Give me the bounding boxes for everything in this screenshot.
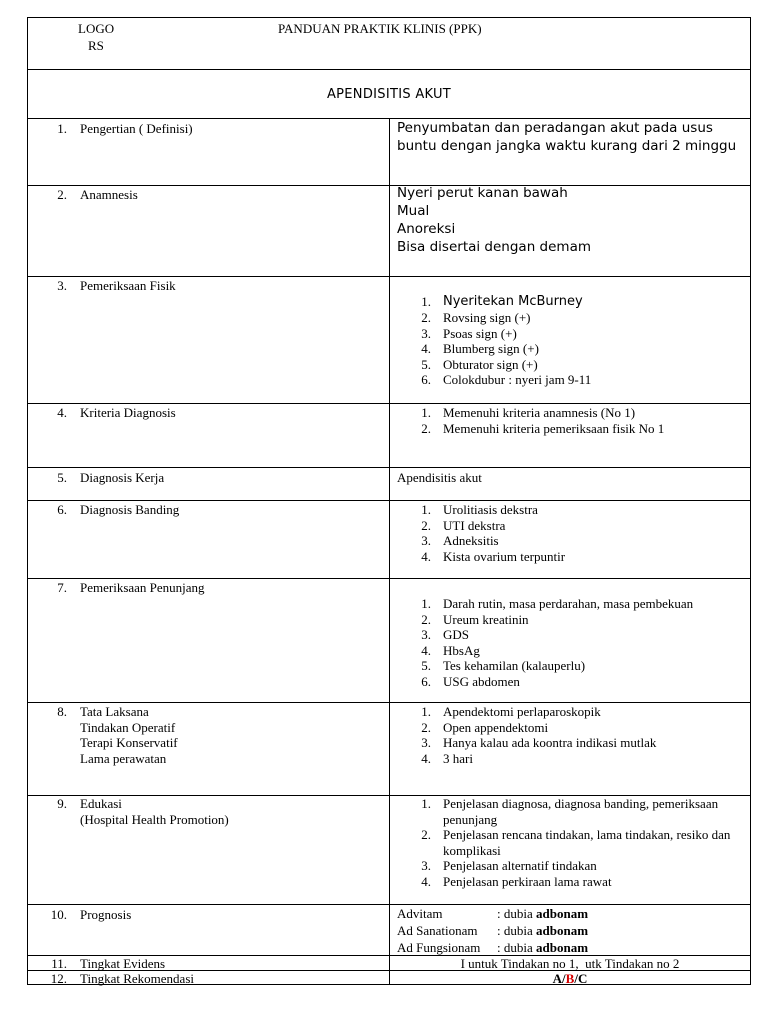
list-item: Anoreksi bbox=[397, 221, 456, 237]
list-item: 2. Ureum kreatinin bbox=[421, 611, 529, 627]
row-label: Prognosis bbox=[80, 907, 132, 922]
recommendation-level: A/B/C bbox=[552, 971, 588, 986]
list-item: 4. HbsAg bbox=[421, 642, 480, 658]
row-number: 5. bbox=[57, 470, 67, 485]
list-item: 4. Blumberg sign (+) bbox=[421, 341, 539, 356]
list-item: 1. Penjelasan diagnosa, diagnosa banding, pemeriksaan penunjang bbox=[421, 796, 719, 827]
row-label: Tingkat Evidens bbox=[80, 956, 166, 971]
row-number: 8. bbox=[57, 704, 67, 719]
label-line: (Hospital Health Promotion) bbox=[80, 811, 229, 827]
label-line: Edukasi bbox=[80, 796, 122, 811]
evidence-level: I untuk Tindakan no 1, utk Tindakan no 2 bbox=[460, 956, 680, 971]
list-item: 3. Psoas sign (+) bbox=[421, 325, 517, 341]
row-label: Diagnosis Banding bbox=[80, 502, 180, 517]
prognosis-line: Ad Fungsionam : dubia adbonam bbox=[397, 940, 589, 955]
row-label bbox=[80, 796, 229, 827]
prognosis-line: Advitam : dubia adbonam bbox=[397, 906, 589, 921]
label-line: Terapi Konservatif bbox=[80, 735, 178, 750]
row-number: 10. bbox=[50, 907, 67, 922]
logo-placeholder-rs: RS bbox=[88, 38, 104, 53]
row-label: Tingkat Rekomendasi bbox=[80, 971, 194, 986]
topic-title: APENDISITIS AKUT bbox=[326, 87, 452, 102]
list-item: 2. Memenuhi kriteria pemeriksaan fisik No 1 bbox=[421, 420, 665, 436]
list-item: 1. Memenuhi kriteria anamnesis (No 1) bbox=[421, 405, 636, 420]
rule bbox=[27, 69, 751, 70]
differential-diagnosis-list bbox=[397, 502, 747, 564]
list-item: 3. Hanya kalau ada koontra indikasi mutlak bbox=[421, 735, 657, 750]
column-divider bbox=[389, 118, 390, 985]
prognosis-block bbox=[397, 906, 742, 957]
row-number: 3. bbox=[57, 278, 67, 293]
row-number: 7. bbox=[57, 580, 67, 595]
list-item: 5. Tes kehamilan (kalauperlu) bbox=[421, 658, 586, 673]
row-label: Pemeriksaan Penunjang bbox=[80, 580, 205, 595]
row-number: 6. bbox=[57, 502, 67, 517]
row-label: Anamnesis bbox=[80, 187, 138, 202]
list-item: 3. GDS bbox=[421, 627, 470, 642]
list-item: 3. Penjelasan alternatif tindakan bbox=[421, 858, 597, 873]
prognosis-line: Ad Sanationam : dubia adbonam bbox=[397, 923, 589, 938]
list-item: 4. Penjelasan perkiraan lama rawat bbox=[421, 873, 612, 889]
list-item: Bisa disertai dengan demam bbox=[397, 239, 591, 255]
highlighted-grade: B bbox=[565, 971, 575, 986]
list-item: Nyeri perut kanan bawah bbox=[397, 185, 568, 201]
label-line: Tindakan Operatif bbox=[80, 719, 176, 735]
anamnesis-list bbox=[397, 184, 742, 256]
logo-placeholder: LOGO bbox=[78, 21, 115, 36]
list-item: 4. Kista ovarium terpuntir bbox=[421, 548, 566, 564]
definition-text: Penyumbatan dan peradangan akut pada usus buntu dengan jangka waktu kurang dari 2 minggu bbox=[397, 120, 737, 154]
list-item: 1. Darah rutin, masa perdarahan, masa pembekuan bbox=[421, 596, 694, 611]
list-item: 1. Urolitiasis dekstra bbox=[421, 502, 538, 517]
list-item: 2. UTI dekstra bbox=[421, 517, 506, 533]
list-item: 6. Colokdubur : nyeri jam 9-11 bbox=[421, 372, 592, 387]
list-item: 1. Nyeritekan McBurney bbox=[421, 294, 583, 309]
row-label: Pengertian ( Definisi) bbox=[80, 121, 193, 136]
list-item: 2. Open appendektomi bbox=[421, 719, 549, 735]
list-item: 5. Obturator sign (+) bbox=[421, 356, 538, 372]
education-list bbox=[397, 796, 749, 889]
row-number: 11. bbox=[51, 956, 67, 971]
label-line: Tata Laksana bbox=[80, 704, 149, 719]
row-number: 4. bbox=[57, 405, 67, 420]
supporting-exam-list bbox=[397, 596, 747, 689]
list-item: 4. 3 hari bbox=[421, 750, 473, 766]
row-number: 9. bbox=[57, 796, 67, 811]
label-line: Lama perawatan bbox=[80, 750, 167, 766]
list-item: 2. Rovsing sign (+) bbox=[421, 310, 531, 325]
list-item: 3. Adneksitis bbox=[421, 533, 499, 548]
row-label: Pemeriksaan Fisik bbox=[80, 278, 176, 293]
row-label: Diagnosis Kerja bbox=[80, 470, 165, 485]
diagnosis-criteria-list bbox=[397, 405, 747, 436]
management-list bbox=[397, 704, 747, 766]
list-item: 6. USG abdomen bbox=[421, 673, 520, 689]
working-diagnosis: Apendisitis akut bbox=[397, 470, 482, 485]
list-item: 2. Penjelasan rencana tindakan, lama tindakan, resiko dan komplikasi bbox=[421, 827, 731, 858]
row-number: 2. bbox=[57, 187, 67, 202]
document-title: PANDUAN PRAKTIK KLINIS (PPK) bbox=[278, 21, 482, 36]
row-label: Kriteria Diagnosis bbox=[80, 405, 176, 420]
row-number: 12. bbox=[50, 971, 67, 986]
row-number: 1. bbox=[57, 121, 67, 136]
list-item: 1. Apendektomi perlaparoskopik bbox=[421, 704, 601, 719]
row-label bbox=[80, 704, 178, 766]
list-item: Mual bbox=[397, 203, 430, 219]
physical-exam-list bbox=[397, 294, 747, 388]
